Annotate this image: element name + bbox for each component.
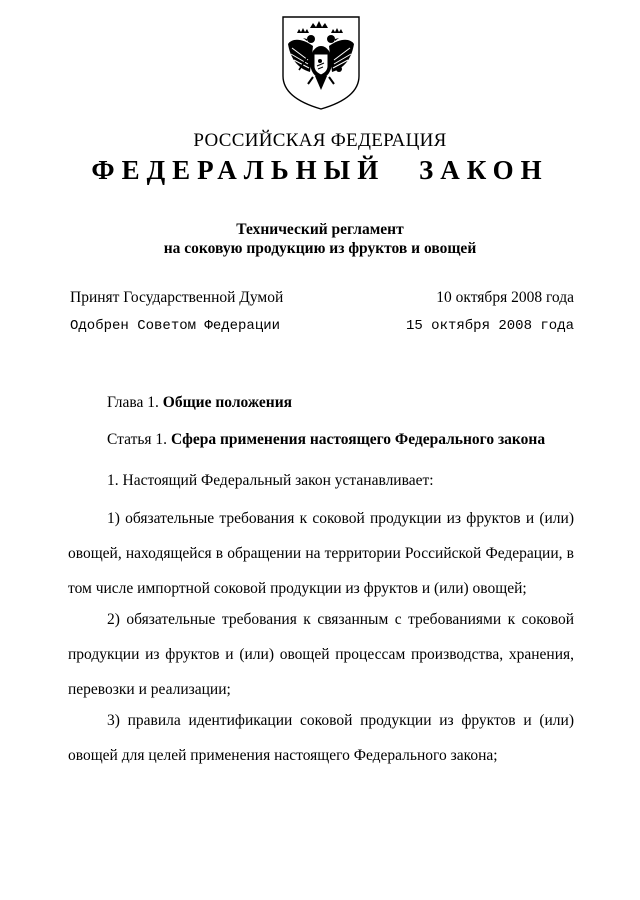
- council-approval-label: Одобрен Советом Федерации: [70, 318, 281, 334]
- article-item: 1) обязательные требования к соковой продукции из фруктов и (или) овощей, находящейся в обращении на территории Российской Федерации, в том числе импортной соковой продукции из фруктов и (или) овощей;: [68, 510, 574, 597]
- regulation-title-line-2: на соковую продукцию из фруктов и овощей: [163, 240, 477, 257]
- regulation-title-line-1: Технический регламент: [236, 221, 404, 238]
- russian-coat-of-arms-icon: [280, 14, 362, 112]
- duma-adoption-label: Принят Государственной Думой: [70, 289, 284, 306]
- article-intro: 1. Настоящий Федеральный закон устанавливает:: [107, 472, 434, 489]
- article-heading: [107, 431, 545, 449]
- council-approval-row: [70, 318, 574, 334]
- law-type-title: ФЕДЕРАЛЬНЫЙ ЗАКОН: [91, 155, 549, 185]
- country-name: РОССИЙСКАЯ ФЕДЕРАЦИЯ: [193, 130, 447, 151]
- article-item: 3) правила идентификации соковой продукции из фруктов и (или) овощей для целей применения настоящего Федерального закона;: [68, 712, 574, 764]
- chapter-heading: [107, 394, 292, 412]
- council-approval-date: 15 октября 2008 года: [405, 318, 574, 334]
- duma-adoption-row: [70, 289, 574, 307]
- chapter-prefix: Глава 1.: [107, 394, 159, 411]
- article-item: 2) обязательные требования к связанным с требованиями к соковой продукции из фруктов и (или) овощей процессам производства, хранения, перевозки и реализации;: [68, 611, 574, 698]
- article-prefix: Статья 1.: [107, 431, 168, 448]
- article-title: Сфера применения настоящего Федерального закона: [170, 431, 546, 448]
- duma-adoption-date: 10 октября 2008 года: [436, 289, 574, 306]
- chapter-title: Общие положения: [162, 394, 293, 411]
